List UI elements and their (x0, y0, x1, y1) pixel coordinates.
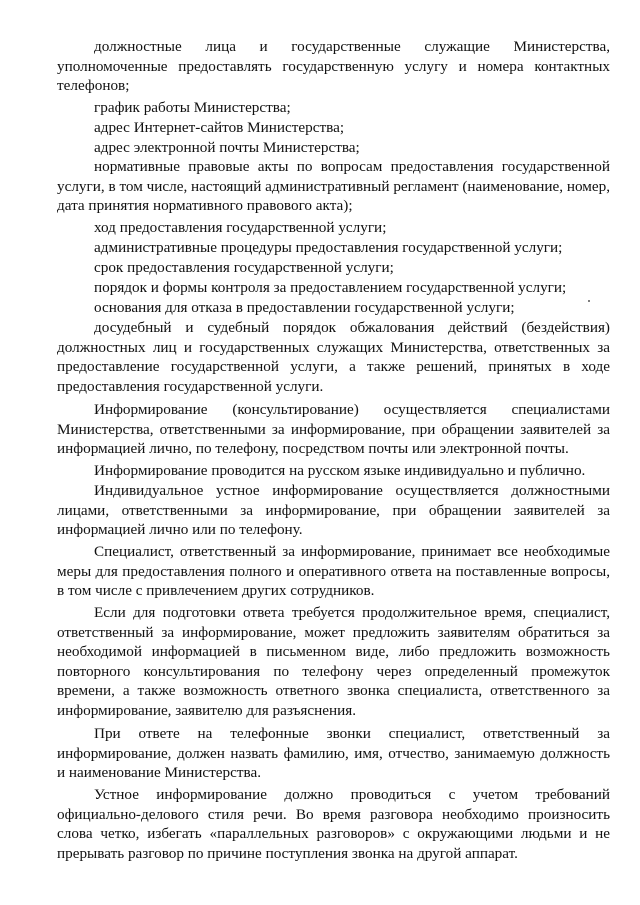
scan-speck (588, 300, 590, 302)
paragraph-long-answer: Если для подготовки ответа требуется продолжительное время, специалист, ответственный за информирование, может предложить заявителям обратиться за необходимой информацией в письменном виде, либо предложить возможность повторного консультирования по телефону через определенный промежуток времени, а также возможность ответного звонка специалиста, ответственного за информирование, заявителю для разъяснения. (57, 604, 610, 719)
paragraph-specialist: Специалист, ответственный за информирование, принимает все необходимые меры для предоставления полного и оперативного ответа на поставленные вопросы, в том числе с привлечением других сотрудников. (57, 543, 610, 600)
paragraph-informing: Информирование (консультирование) осуществляется специалистами Министерства, ответственными за информирование, при обращении заявителей за информацией лично, по телефону, посредством почты или электронной почты. (57, 401, 610, 458)
paragraph-procedures: административные процедуры предоставления государственной услуги; (94, 239, 563, 256)
paragraph-control: порядок и формы контроля за предоставлением государственной услуги; (94, 279, 567, 296)
paragraph-progress: ход предоставления государственной услуги; (94, 219, 387, 236)
paragraph-individual: Индивидуальное устное информирование осуществляется должностными лицами, ответственными за информирование, при обращении заявителей за информацией лично или по телефону. (57, 482, 610, 539)
paragraph-contacts: должностные лица и государственные служащие Министерства, уполномоченные предоставлять государственную услугу и номера контактных телефонов; (57, 38, 610, 95)
paragraph-refusal: основания для отказа в предоставлении государственной услуги; (94, 299, 515, 316)
paragraph-term: срок предоставления государственной услуги; (94, 259, 394, 276)
paragraph-legal-acts: нормативные правовые акты по вопросам предоставления государственной услуги, в том числе, настоящий административный регламент (наименование, номер, дата принятия нормативного правового акта); (57, 158, 610, 215)
paragraph-schedule: график работы Министерства; (94, 99, 291, 116)
paragraph-websites: адрес Интернет-сайтов Министерства; (94, 119, 345, 136)
paragraph-appeal: досудебный и судебный порядок обжалования действий (бездействия) должностных лиц и государственных служащих Министерства, ответственных за предоставление государственной услуги, а также решений, принятых в ходе предоставления государственной услуги. (57, 319, 610, 395)
paragraph-language: Информирование проводится на русском языке индивидуально и публично. (94, 462, 586, 479)
paragraph-oral-style: Устное информирование должно проводиться с учетом требований официально-делового стиля речи. Во время разговора необходимо произносить слова четко, избегать «параллельных разговоров» с окружающими людьми и не прерывать разговор по причине поступления звонка на другой аппарат. (57, 786, 610, 862)
paragraph-phone-calls: При ответе на телефонные звонки специалист, ответственный за информирование, должен назвать фамилию, имя, отчество, занимаемую должность и наименование Министерства. (57, 725, 610, 782)
paragraph-email: адрес электронной почты Министерства; (94, 139, 360, 156)
